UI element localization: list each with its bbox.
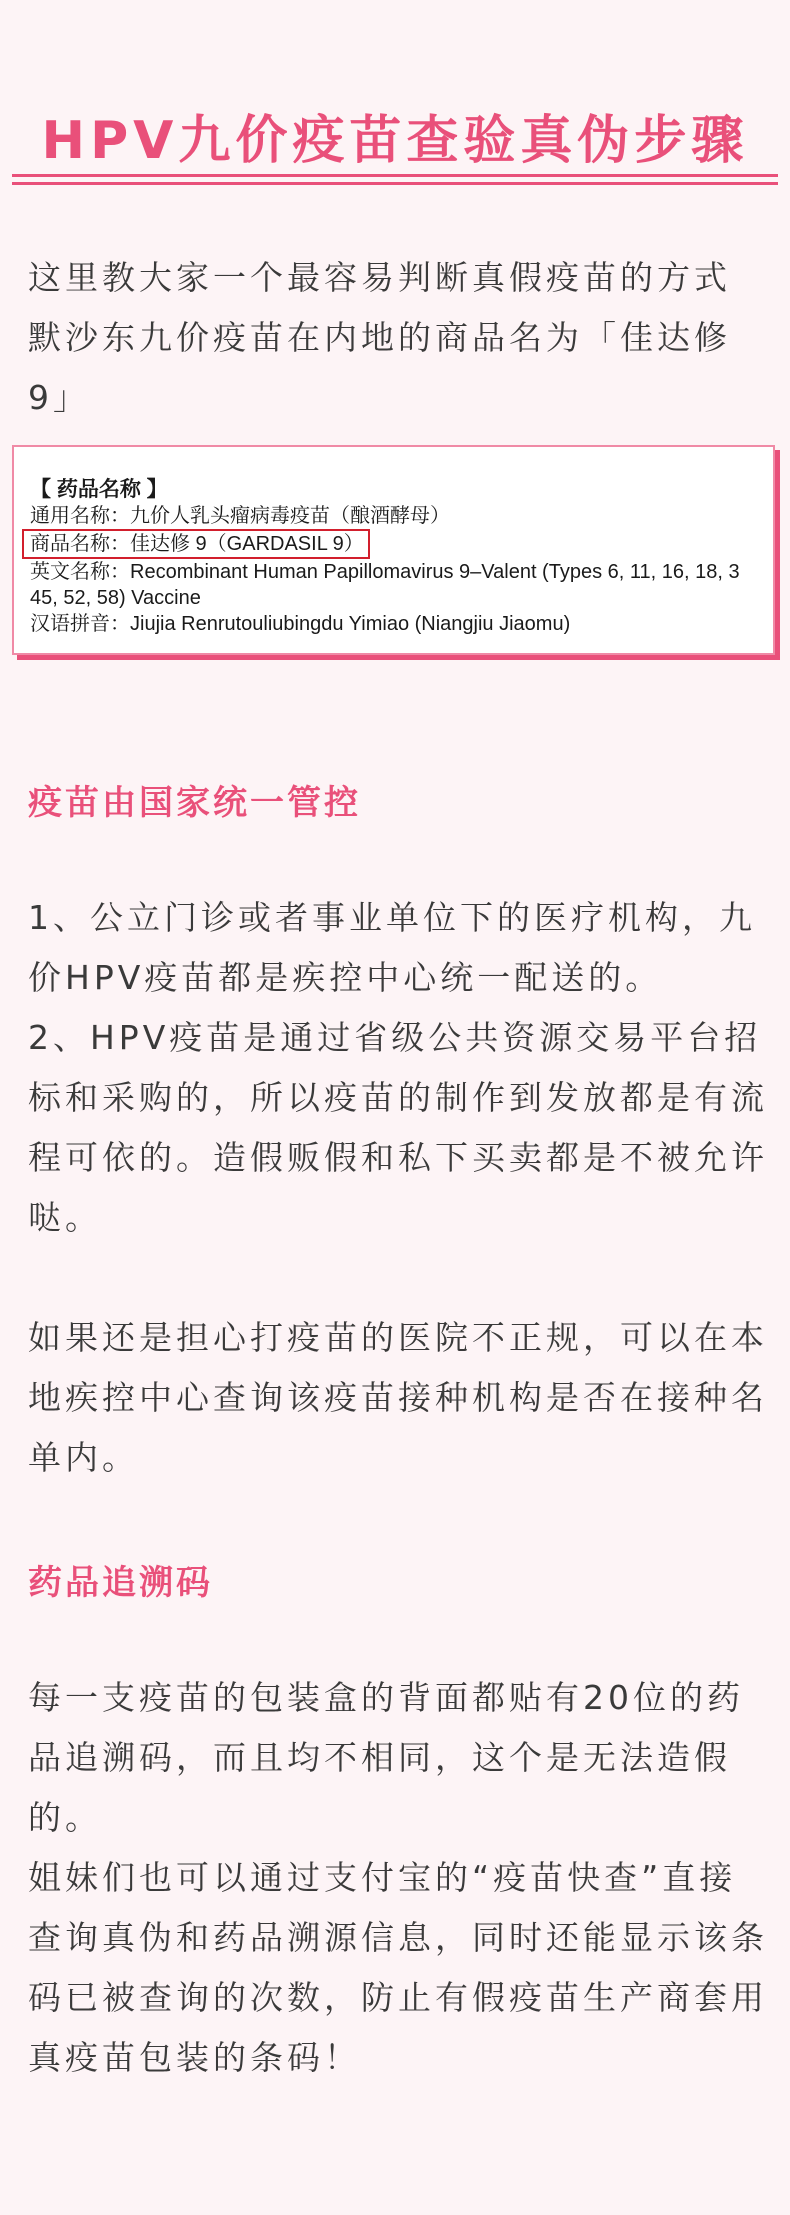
title-underline-bottom (12, 182, 778, 185)
intro-line-1: 这里教大家一个最容易判断真假疫苗的方式 (28, 258, 731, 297)
state-control-paragraph-3: 如果还是担心打疫苗的医院不正规，可以在本地疾控中心查询该疫苗接种机构是否在接种名单内。 (28, 1318, 768, 1477)
state-control-paragraph-1: 1、公立门诊或者事业单位下的医疗机构，九价HPV疫苗都是疾控中心统一配送的。 (28, 898, 756, 997)
english-name-continuation: 45, 52, 58) Vaccine (30, 587, 201, 609)
trade-name-highlight-box (22, 529, 370, 559)
section-heading-state-control: 疫苗由国家统一管控 (28, 783, 361, 823)
pinyin-label: 汉语拼音： (30, 613, 130, 635)
drug-info-card (12, 445, 775, 655)
trade-name-value: 佳达修 9（GARDASIL 9） (130, 533, 364, 555)
english-name-label: 英文名称： (30, 561, 130, 583)
pinyin-row (30, 611, 757, 637)
traceability-paragraph-2: 姐妹们也可以通过支付宝的“疫苗快查”直接查询真伪和药品溯源信息，同时还能显示该条码已被查询的次数，防止有假疫苗生产商套用真疫苗包装的条码！ (28, 1858, 768, 2077)
trade-name-label: 商品名称： (30, 533, 130, 555)
intro-line-2: 默沙东九价疫苗在内地的商品名为「佳达修9」 (28, 318, 731, 417)
trade-name-row (30, 529, 757, 559)
generic-name-value: 九价人乳头瘤病毒疫苗（酿酒酵母） (130, 505, 450, 527)
english-name-value-line-1: Recombinant Human Papillomavirus 9–Valent (Types 6, 11, 16, 18, 3 (130, 561, 740, 583)
page-title: HPV九价疫苗查验真伪步骤 (41, 111, 749, 171)
title-underline-top (12, 174, 778, 177)
state-control-paragraph-2: 2、HPV疫苗是通过省级公共资源交易平台招标和采购的，所以疫苗的制作到发放都是有流程可依的。造假贩假和私下买卖都是不被允许哒。 (28, 1018, 768, 1237)
traceability-paragraph-1: 每一支疫苗的包装盒的背面都贴有20位的药品追溯码，而且均不相同，这个是无法造假的。 (28, 1678, 744, 1837)
english-name-row (30, 559, 757, 585)
drug-card-heading: 【 药品名称 】 (30, 478, 168, 501)
generic-name-row (30, 503, 757, 529)
pinyin-value: Jiujia Renrutouliubingdu Yimiao (Niangjiu Jiaomu) (130, 613, 571, 635)
section-heading-traceability-code: 药品追溯码 (28, 1563, 213, 1603)
generic-name-label: 通用名称： (30, 505, 130, 527)
